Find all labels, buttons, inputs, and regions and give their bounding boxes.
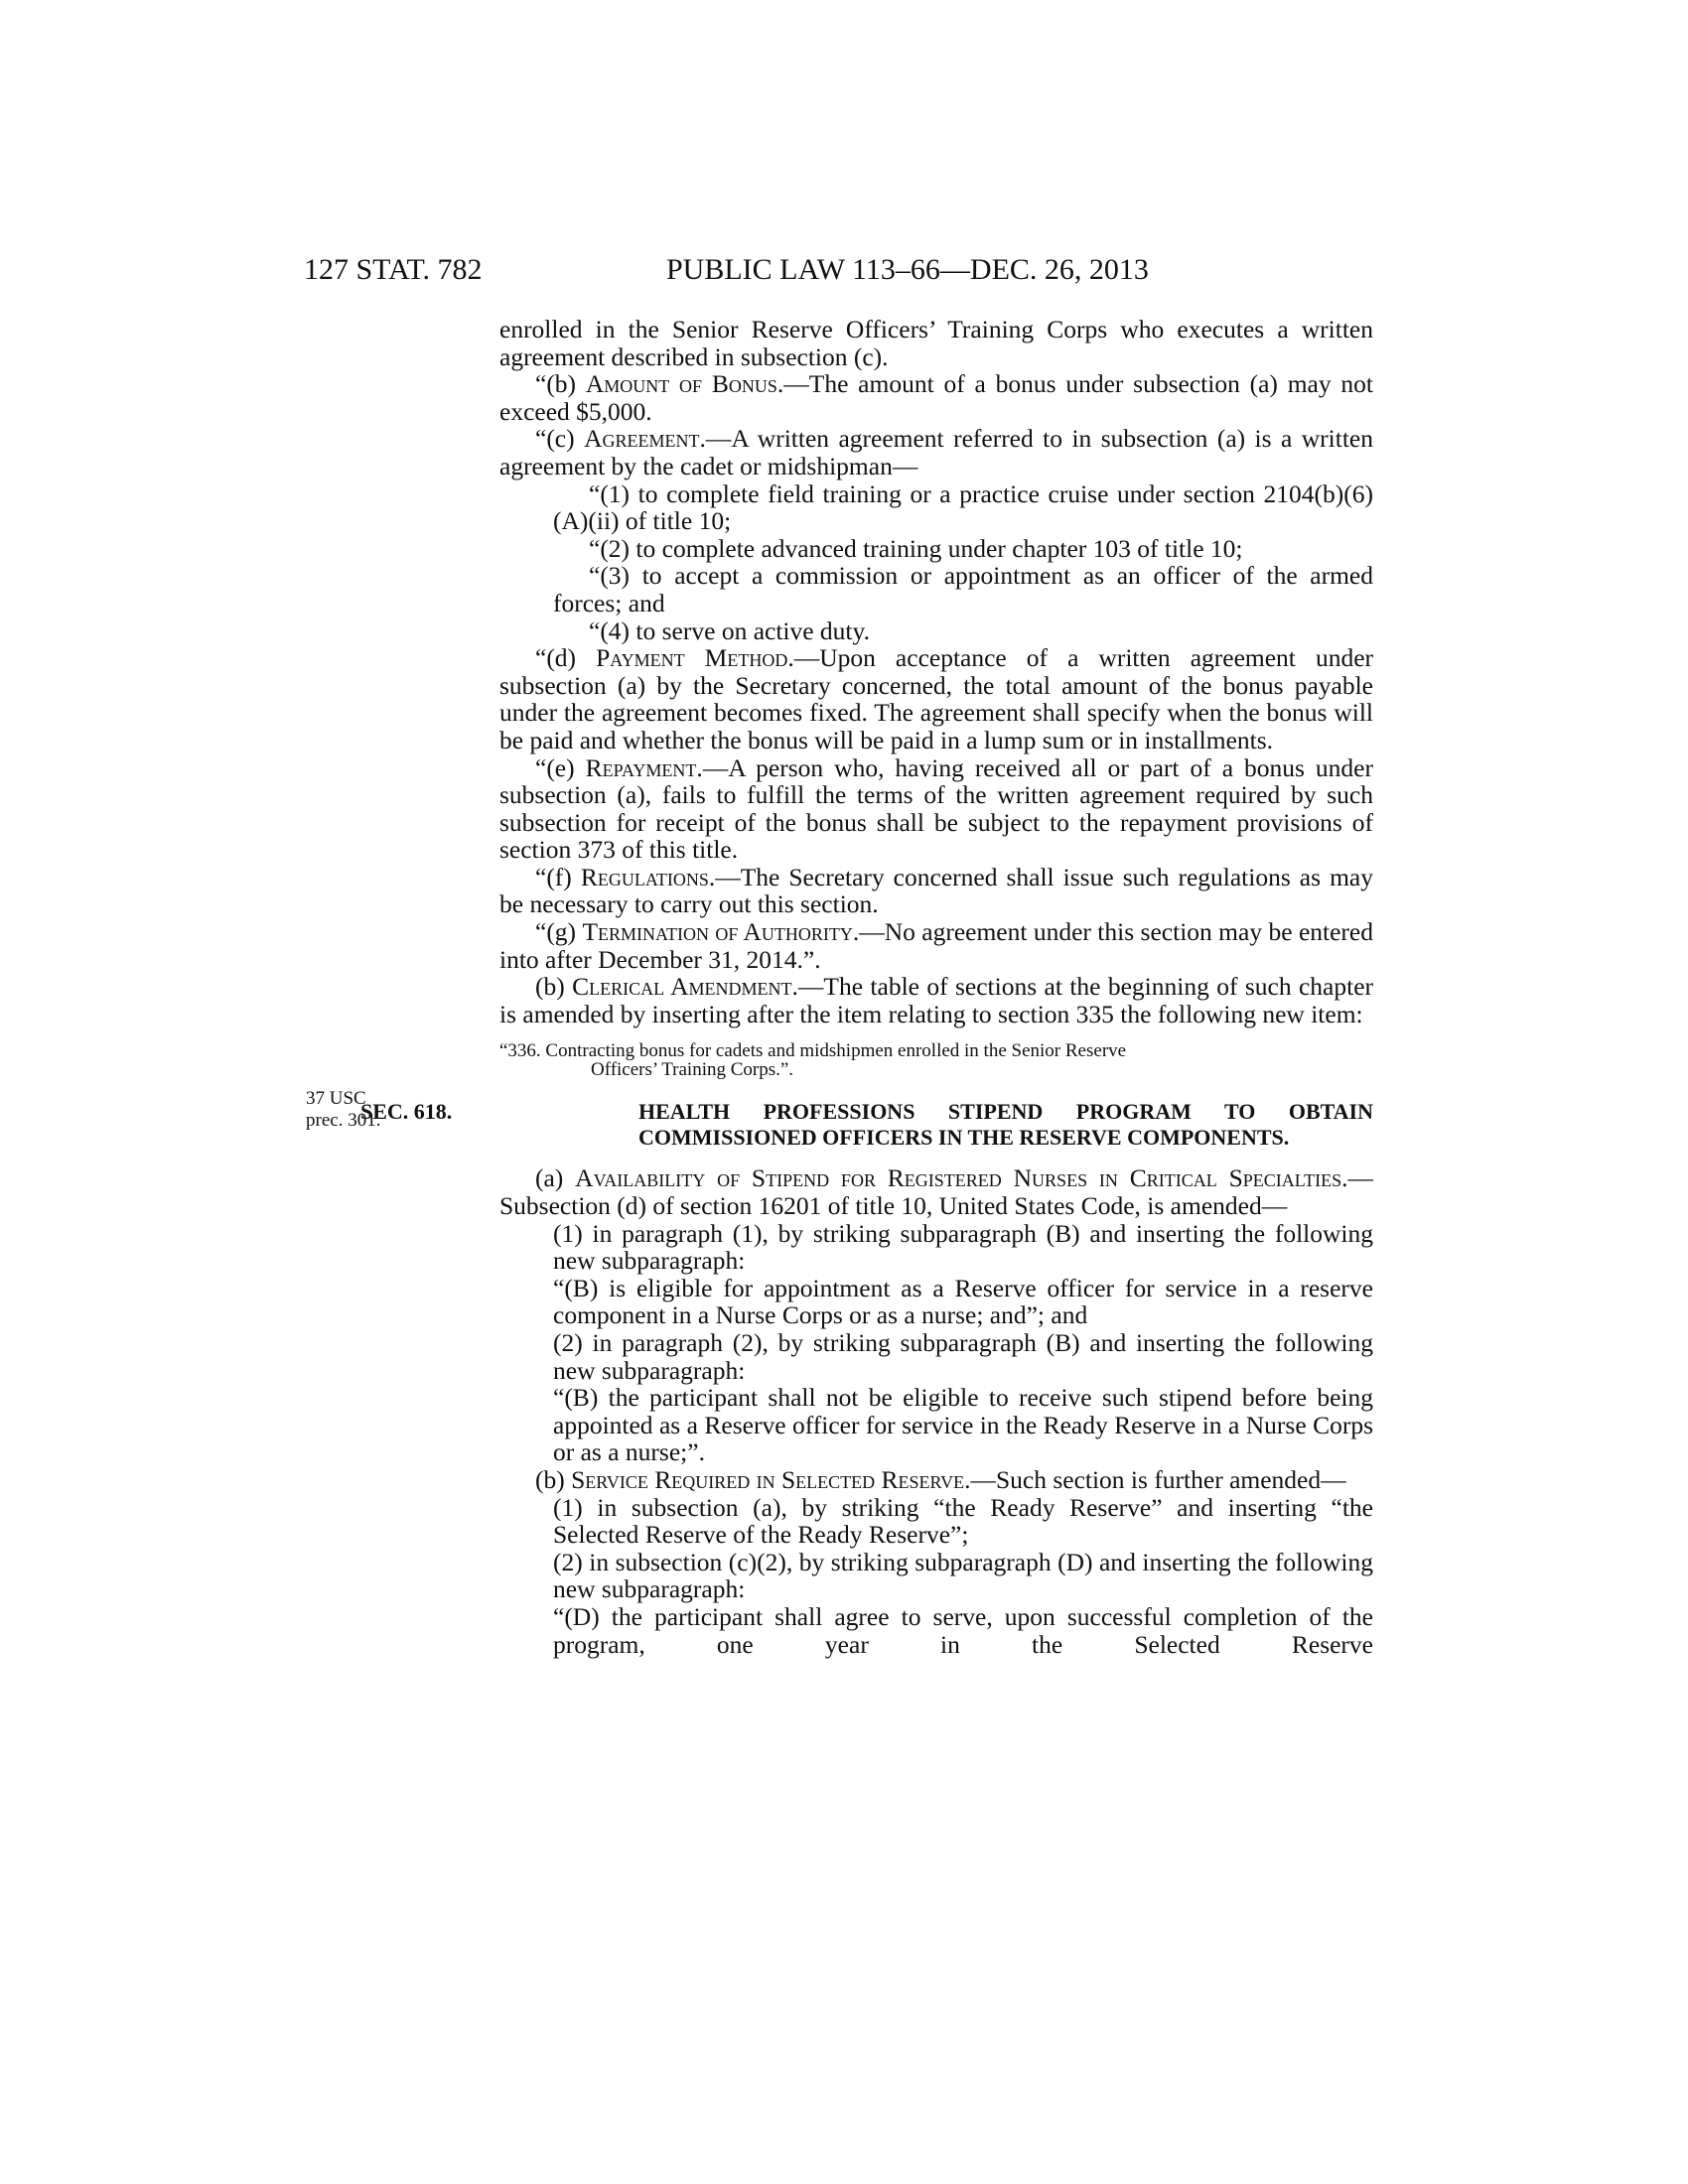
paragraph [499,316,1373,370]
subsection-heading: Agreement [584,424,700,454]
section-number: SEC. 618. [360,1099,453,1125]
paragraph-text: “(3) to accept a commission or appointment as an officer of the armed forces; and [553,561,1373,617]
paragraph-text: .—No agreement under this section may be entered into after December 31, 2014.”. [499,917,1373,974]
paragraph-text: (1) in subsection (a), by striking “the Ready Reserve” and inserting “the Selected Reserve of the Ready Reserve”; [553,1492,1373,1550]
paragraph-text: “(B) is eligible for appointment as a Reserve officer for service in a reserve component in a Nurse Corps or as a nurse; and”; and [553,1273,1373,1330]
toc-line: Officers’ Training Corps.”. [591,1059,794,1081]
paragraph-text: (2) in subsection (c)(2), by striking subparagraph (D) and inserting the following new subparagraph: [553,1547,1373,1604]
paragraph [499,1384,1373,1466]
paragraph-prefix: “(b) [535,369,586,399]
subsection-heading: Service Required in Selected Reserve [571,1464,965,1494]
toc-line: “336. Contracting bonus for cadets and midshipmen enrolled in the Senior Reserve [499,1040,1127,1062]
paragraph-text: .—A person who, having received all or part of a bonus under subsection (a), fails to fulfill the terms of the written agreement required by such subsection for receipt of the bonus shall be subject to the repayment provisions of section 373 of this title. [499,752,1373,865]
section-heading [360,1099,1373,1151]
paragraph-prefix: “(c) [535,424,585,454]
subsection-heading: Availability of Stipend for Registered Nurses in Critical Specialties [575,1163,1342,1193]
paragraph-text: “(4) to serve on active duty. [589,615,870,645]
paragraph-text: .—Subsection (d) of section 16201 of title 10, United States Code, is amended— [499,1163,1373,1221]
margin-note-line: 37 USC [306,1088,366,1109]
paragraph [499,425,1373,479]
paragraph [499,644,1373,753]
subsection-heading: Termination of Authority [582,917,853,947]
table-of-sections-item [499,1041,1373,1079]
paragraph-text: .—The amount of a bonus under subsection (a) may not exceed $5,000. [499,369,1373,426]
subsection-heading: Amount of Bonus [585,369,777,399]
paragraph-text: .—Upon acceptance of a written agreement under subsection (a) by the Secretary concerned, the total amount of the bonus payable under the agreement becomes fixed. The agreement shall specify when the bonus will be paid and whether the bonus will be paid in a lump sum or in installments. [499,643,1373,754]
paragraph [499,370,1373,425]
paragraph-text: .—The table of sections at the beginning of such chapter is amended by inserting after the item relating to section 335 the following new item: [499,972,1374,1028]
paragraph [499,480,1373,535]
paragraph-text: “(1) to complete field training or a practice cruise under section 2104(b)(6)(A)(ii) of title 10; [553,478,1373,536]
paragraph [499,535,1373,563]
paragraph [499,918,1373,973]
paragraph-prefix: (a) [535,1163,576,1193]
paragraph [499,617,1373,645]
paragraph-text: (1) in paragraph (1), by striking subparagraph (B) and inserting the following new subparagraph: [553,1218,1373,1276]
paragraph-text: “(B) the participant shall not be eligible to receive such stipend before being appointed as a Reserve officer for service in the Ready Reserve in a Nurse Corps or as a nurse;”. [553,1383,1373,1467]
subsection-heading: Regulations [580,862,709,891]
paragraph-text: .—The Secretary concerned shall issue such regulations as may be necessary to carry out this section. [499,862,1373,919]
paragraph [499,562,1373,616]
paragraph [499,1164,1373,1219]
paragraph [499,864,1373,918]
running-header [304,250,1336,290]
paragraph [499,1329,1373,1384]
public-law-citation: PUBLIC LAW 113–66—DEC. 26, 2013 [666,253,1149,286]
paragraph-prefix: “(d) [535,643,597,673]
margin-note-line: prec. 301. [306,1110,381,1131]
paragraph-text: “(D) the participant shall agree to serve, upon successful completion of the program, one year in the Selected Reserve [553,1601,1373,1659]
paragraph-prefix: “(g) [535,917,583,947]
paragraph-text: .—A written agreement referred to in subsection (a) is a written agreement by the cadet or midshipman— [499,424,1373,480]
paragraph-text: “(2) to complete advanced training under chapter 103 of title 10; [589,533,1243,563]
paragraph [499,1220,1373,1275]
paragraph [499,1549,1373,1603]
paragraph-prefix: “(e) [535,752,586,782]
paragraph [499,754,1373,864]
section-title: HEALTH PROFESSIONS STIPEND PROGRAM TO OBTAIN COMMISSIONED OFFICERS IN THE RESERVE COMPONENTS. [638,1099,1373,1151]
subsection-heading: Payment Method [596,643,788,673]
paragraph-text: enrolled in the Senior Reserve Officers’ Training Corps who executes a written agreement described in subsection (c). [499,315,1373,371]
paragraph-prefix: (b) [535,1464,572,1494]
paragraph [499,1466,1373,1494]
paragraph-prefix: (b) [535,972,573,1002]
paragraph-text: .—Such section is further amended— [964,1464,1346,1494]
statute-citation: 127 STAT. 782 [304,253,483,286]
subsection-heading: Repayment [585,752,697,782]
paragraph [499,973,1373,1027]
paragraph-text: (2) in paragraph (2), by striking subparagraph (B) and inserting the following new subparagraph: [553,1328,1373,1385]
paragraph [499,1494,1373,1549]
document-body [360,315,1374,1659]
paragraph-prefix: “(f) [535,862,581,891]
paragraph [499,1603,1373,1658]
paragraph [499,1275,1373,1329]
subsection-heading: Clerical Amendment [572,972,792,1002]
